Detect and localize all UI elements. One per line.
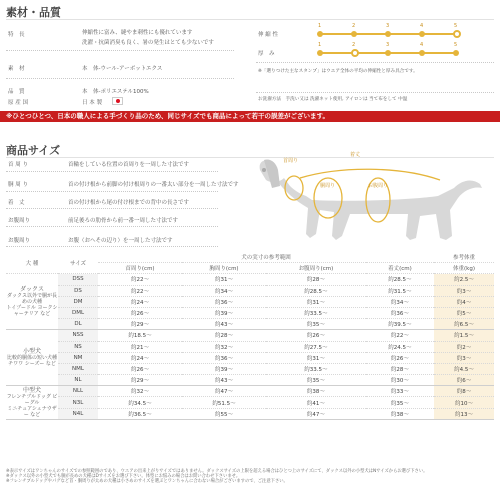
value-cell: 約33.5〜: [266, 307, 366, 318]
japan-flag-icon: [112, 97, 123, 105]
table-group-header: [6, 252, 494, 263]
stretch-selected-marker: [453, 30, 461, 38]
feature-label: 特 長: [8, 32, 25, 38]
value-cell: 約47〜: [182, 386, 266, 397]
value-cell: 約2〜: [434, 341, 494, 352]
footnote-1: ※表示サイズはワンちゃんのサイズでの参照範囲のであり、ウエアの出来上がりサイズではありません。ダックスサイズの上限を超える場合はひとつ上のサイズにて、ダックス以外の小型犬はNサイズからお選び下さい。: [6, 469, 428, 474]
size-cell: NSS: [58, 330, 98, 341]
value-cell: 約32〜: [98, 386, 182, 397]
feature-text-2: 洗濯・抗菌消臭も良く、暑の発生はとても少ないです: [82, 40, 214, 46]
value-cell: 約39〜: [182, 307, 266, 318]
value-cell: 約34〜: [366, 296, 434, 307]
dog-label-length: 着丈: [350, 152, 361, 158]
desc-label-length: 着 丈: [8, 200, 25, 206]
scale-num-3: 3: [386, 23, 390, 29]
value-cell: 約28〜: [182, 330, 266, 341]
value-cell: 約47〜: [266, 408, 366, 419]
desc-text-length: 首の付け根から尾の付け根までの背中の長さです: [68, 200, 190, 206]
value-cell: 約43〜: [182, 319, 266, 330]
value-cell: 約27.5〜: [266, 341, 366, 352]
breed-category: [6, 274, 58, 330]
value-cell: 約4.5〜: [434, 363, 494, 374]
value-cell: 約31.5〜: [366, 285, 434, 296]
breed-category-line: 中型犬: [22, 386, 41, 394]
value-cell: 約21〜: [98, 341, 182, 352]
feature-text-1: 伸縮性に富み、縫やま刺性にも優れています: [82, 30, 193, 36]
scale-num-1: 1: [318, 23, 322, 29]
breed-category-line: ダックス以外で胴が長めの犬種: [7, 292, 57, 305]
value-cell: 約30〜: [366, 375, 434, 386]
value-cell: 約18.5〜: [98, 330, 182, 341]
value-cell: 約32〜: [182, 341, 266, 352]
table-row: [6, 352, 494, 363]
quality-text: 本 体-ポリエステル100%: [82, 89, 149, 95]
value-cell: 約28〜: [266, 274, 366, 285]
table-row: [6, 408, 494, 419]
size-cell: NM: [58, 352, 98, 363]
value-cell: 約26〜: [366, 352, 434, 363]
desc-text-chest: 首の付け根から前脚の付け根周りの一番太い部分を一周した寸法です: [68, 182, 239, 188]
value-cell: 約39〜: [182, 363, 266, 374]
value-cell: 約2.5〜: [434, 274, 494, 285]
footnote-3: ※フレンチブルドッグやパグなど首・胴周りが太めの犬種は小さめのサイズを選ぶとワンちゃんに合わない場合がございますので、ご注意下さい。: [6, 479, 288, 485]
col-group-range: 犬の実寸の参考範囲: [98, 252, 434, 263]
size-cell: NLL: [58, 386, 98, 397]
material-text: 本 体-ウール-アーボットエクス: [82, 66, 163, 72]
breed-category: [6, 386, 58, 420]
value-cell: 約38〜: [266, 386, 366, 397]
value-cell: 約39.5〜: [366, 319, 434, 330]
footnotes: [6, 469, 494, 485]
size-cell: DM: [58, 296, 98, 307]
scale2-num-1: 1: [318, 42, 322, 48]
value-cell: 約5〜: [434, 307, 494, 318]
material-title: 素材・品質: [6, 6, 61, 19]
value-cell: 約31〜: [182, 274, 266, 285]
scale-note: ※「選りつけた主なスタンプ」はウエア全体の平均の伸縮性と厚み具合です。: [258, 69, 418, 74]
size-cell: NS: [58, 341, 98, 352]
col-length: 着丈(cm): [366, 263, 434, 274]
value-cell: 約10〜: [434, 397, 494, 408]
breed-category-line: ミニチュアシュナウザー など: [7, 405, 57, 418]
breed-category-line: チワワ シーズー など: [8, 360, 56, 367]
table-row: [6, 330, 494, 341]
desc-label-chest: 胴 周 り: [8, 182, 28, 188]
size-cell: N3L: [58, 397, 98, 408]
table-row: [6, 274, 494, 285]
value-cell: 約29〜: [98, 319, 182, 330]
notice-banner: ※ひとつひとつ、日本の職人による手づくり品のため、同じサイズでも商品によって若干の誤差がございます。: [0, 111, 500, 122]
scale2-num-4: 4: [420, 42, 424, 48]
value-cell: 約38〜: [366, 408, 434, 419]
value-cell: 約6〜: [434, 375, 494, 386]
table-row: [6, 285, 494, 296]
value-cell: 約43〜: [182, 375, 266, 386]
origin-text: 日 本 製: [82, 100, 102, 106]
desc-label-neck: 首 周 り: [8, 162, 28, 168]
value-cell: 約3〜: [434, 285, 494, 296]
dog-label-chest: 胴周り: [320, 183, 336, 189]
value-cell: 約36〜: [182, 296, 266, 307]
desc-text-belly2: お腹（おへその辺り）を一周した寸法です: [68, 238, 173, 244]
size-cell: N4L: [58, 408, 98, 419]
value-cell: 約26〜: [98, 307, 182, 318]
value-cell: 約28.5〜: [366, 274, 434, 285]
value-cell: 約4〜: [434, 296, 494, 307]
size-cell: DML: [58, 307, 98, 318]
scale2-num-5: 5: [454, 42, 458, 48]
breed-category-line: 小型犬: [22, 347, 41, 355]
value-cell: 約24〜: [98, 296, 182, 307]
col-belly: お腹周り(cm): [266, 263, 366, 274]
dog-label-neck: 首周り: [283, 158, 299, 164]
value-cell: 約28〜: [366, 363, 434, 374]
col-neck: 首周り(cm): [98, 263, 182, 274]
breed-category-line: フレンチブルドッグ ビーグル: [6, 393, 58, 406]
quality-label: 品 質: [8, 89, 25, 95]
value-cell: 約22〜: [366, 330, 434, 341]
value-cell: 約28.5〜: [266, 285, 366, 296]
value-cell: 約41〜: [266, 397, 366, 408]
scale-num-5: 5: [454, 23, 458, 29]
stretch-label: 伸 縮 性: [258, 32, 278, 38]
table-row: [6, 341, 494, 352]
value-cell: 約35〜: [266, 375, 366, 386]
value-cell: 約55〜: [182, 408, 266, 419]
breed-category-line: トイプードル ヨークシャーテリア など: [6, 304, 58, 317]
origin-label: 原 産 国: [8, 100, 28, 106]
desc-label-belly: お腹周り: [8, 218, 31, 224]
value-cell: 約35〜: [366, 397, 434, 408]
value-cell: 約24〜: [98, 352, 182, 363]
value-cell: 約26〜: [266, 330, 366, 341]
size-cell: NL: [58, 375, 98, 386]
value-cell: 約29〜: [98, 375, 182, 386]
col-group-ref: 参考体重: [434, 252, 494, 263]
scale2-num-3: 3: [386, 42, 390, 48]
scale-num-2: 2: [352, 23, 356, 29]
table-row: [6, 307, 494, 318]
value-cell: 約34.5〜: [98, 397, 182, 408]
table-row: [6, 296, 494, 307]
value-cell: 約31〜: [266, 352, 366, 363]
value-cell: 約26〜: [98, 363, 182, 374]
material-label: 素 材: [8, 66, 25, 72]
col-weight: 体重(kg): [434, 263, 494, 274]
value-cell: 約33〜: [366, 386, 434, 397]
desc-text-belly: 前足後ろの肋骨から前一番一周した寸法です: [68, 218, 179, 224]
size-cell: DS: [58, 285, 98, 296]
value-cell: 約36〜: [182, 352, 266, 363]
thickness-label: 厚 み: [258, 51, 275, 57]
table-row: [6, 386, 494, 397]
value-cell: 約1.5〜: [434, 330, 494, 341]
footnote-2: ※ダックス以外の小型犬でも胴が長めの犬種はDサイズをお選び下さい。体型にお悩みの場合はお問い合わせ下さいませ。: [6, 474, 241, 480]
value-cell: 約51.5〜: [182, 397, 266, 408]
divider: [6, 19, 494, 20]
value-cell: 約33.5〜: [266, 363, 366, 374]
value-cell: 約34〜: [182, 285, 266, 296]
size-cell: DSS: [58, 274, 98, 285]
size-table: [6, 252, 494, 420]
value-cell: 約3〜: [434, 352, 494, 363]
value-cell: 約24.5〜: [366, 341, 434, 352]
table-row: [6, 363, 494, 374]
col-chest: 胸周り(cm): [182, 263, 266, 274]
col-size: サイズ: [58, 252, 98, 274]
value-cell: 約13〜: [434, 408, 494, 419]
table-row: [6, 397, 494, 408]
desc-label-belly2: お腹周り: [8, 238, 31, 244]
value-cell: 約22〜: [98, 285, 182, 296]
value-cell: 約6.5〜: [434, 319, 494, 330]
size-cell: NML: [58, 363, 98, 374]
value-cell: 約35〜: [266, 319, 366, 330]
value-cell: 約36〜: [366, 307, 434, 318]
value-cell: 約8〜: [434, 386, 494, 397]
breed-category: [6, 330, 58, 386]
scale-num-4: 4: [420, 23, 424, 29]
breed-category-line: 比較的胴体の短い犬種: [6, 354, 57, 361]
breed-category-line: ダックス: [20, 285, 44, 293]
size-cell: DL: [58, 319, 98, 330]
desc-text-neck: 首輪をしている位置の首周りを一周した寸法です: [68, 162, 190, 168]
size-title: 商品サイズ: [6, 144, 61, 157]
value-cell: 約36.5〜: [98, 408, 182, 419]
table-row: [6, 319, 494, 330]
table-row: [6, 375, 494, 386]
care-text: お洗濯方法 手洗い又は 洗濯ネット使用, アイロンは 当て布をして 中温: [258, 97, 408, 102]
value-cell: 約22〜: [98, 274, 182, 285]
scale2-num-2: 2: [352, 42, 356, 48]
col-breed: 大 種: [6, 252, 58, 274]
thickness-selected-marker: [351, 49, 359, 57]
value-cell: 約31〜: [266, 296, 366, 307]
dog-label-belly: お腹周り: [368, 183, 389, 189]
